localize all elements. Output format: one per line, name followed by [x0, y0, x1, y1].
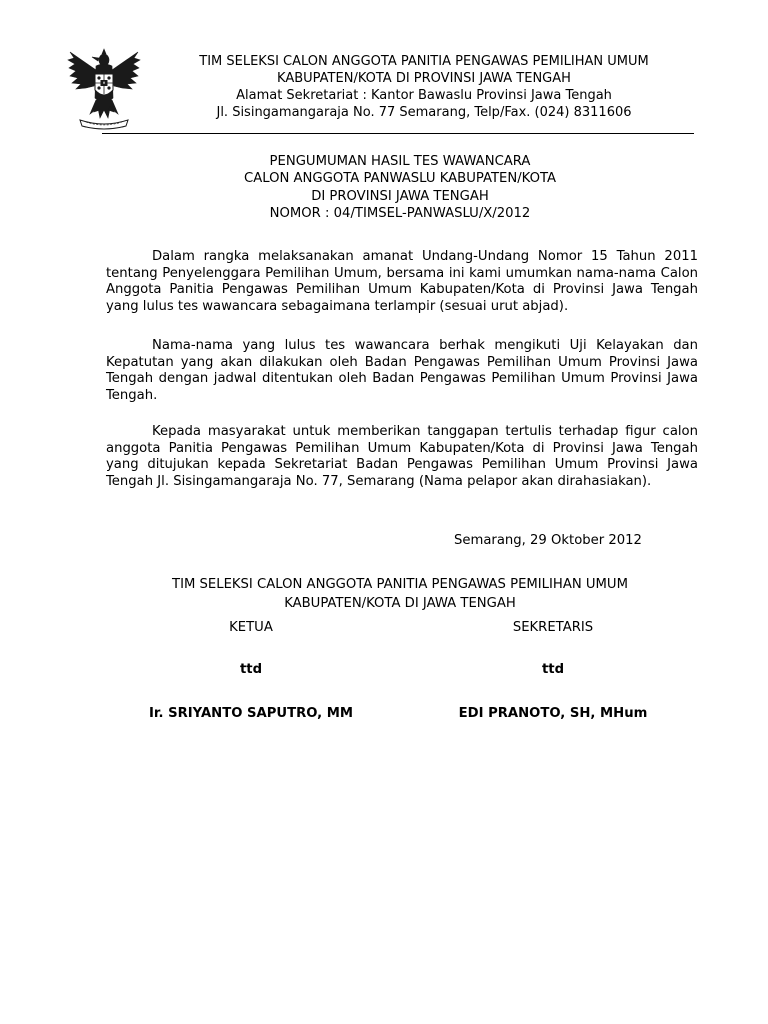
letterhead-org-line2: KABUPATEN/KOTA DI PROVINSI JAWA TENGAH	[277, 71, 571, 86]
secretary-signature-mark: ttd	[541, 662, 565, 677]
paragraph-3-text: Kepada masyarakat untuk memberikan tanggapan tertulis terhadap figur calon anggota Panitia Pengawas Pemilihan Umum Kabupaten/Kota di Provinsi Jawa Tengah yang ditujukan kepada Sekretariat Badan Pengawas Pemilihan Umum Provinsi Jawa Tengah Jl. Sisingamangaraja No. 77, Semarang (Nama pelapor akan dirahasiakan).	[106, 424, 698, 489]
chairman-role: KETUA	[229, 620, 273, 635]
garuda-emblem-icon	[66, 48, 142, 130]
letterhead-org-line1: TIM SELEKSI CALON ANGGOTA PANITIA PENGAWAS PEMILIHAN UMUM	[199, 54, 649, 69]
announcement-title	[102, 153, 698, 222]
secretary-role: SEKRETARIS	[512, 620, 594, 635]
paragraph-1	[106, 249, 698, 315]
signature-committee	[102, 576, 698, 613]
signature-chairman	[140, 619, 362, 729]
chairman-name: Ir. SRIYANTO SAPUTRO, MM	[148, 706, 353, 721]
committee-line2: KABUPATEN/KOTA DI JAWA TENGAH	[284, 595, 516, 611]
letterhead-divider	[102, 133, 694, 134]
title-line3: DI PROVINSI JAWA TENGAH	[311, 188, 489, 204]
paragraph-1-text: Dalam rangka melaksanakan amanat Undang-Undang Nomor 15 Tahun 2011 tentang Penyelenggara Pemilihan Umum, bersama ini kami umumkan nama-nama Calon Anggota Panitia Pengawas Pemilihan Umum Kabupaten/Kota di Provinsi Jawa Tengah yang lulus tes wawancara sebagaimana terlampir (sesuai urut abjad).	[106, 249, 698, 314]
title-line2: CALON ANGGOTA PANWASLU KABUPATEN/KOTA	[243, 171, 557, 187]
paragraph-2-text: Nama-nama yang lulus tes wawancara berhak mengikuti Uji Kelayakan dan Kepatutan yang akan dilakukan oleh Badan Pengawas Pemilihan Umum Provinsi Jawa Tengah dengan jadwal ditentukan oleh Badan Pengawas Pemilihan Umum Provinsi Jawa Tengah.	[106, 338, 698, 403]
title-line1: PENGUMUMAN HASIL TES WAWANCARA	[269, 154, 531, 169]
secretary-name: EDI PRANOTO, SH, MHum	[458, 706, 648, 721]
signature-secretary	[442, 619, 664, 729]
place-date: Semarang, 29 Oktober 2012	[454, 533, 642, 548]
chairman-signature-mark: ttd	[239, 662, 263, 677]
letterhead-address: Alamat Sekretariat : Kantor Bawaslu Provinsi Jawa Tengah	[236, 88, 612, 103]
document-number: NOMOR : 04/TIMSEL-PANWASLU/X/2012	[269, 205, 531, 221]
letterhead	[140, 53, 708, 121]
paragraph-3	[106, 424, 698, 490]
committee-line1: TIM SELEKSI CALON ANGGOTA PANITIA PENGAWAS PEMILIHAN UMUM	[172, 577, 628, 592]
paragraph-2	[106, 338, 698, 404]
letterhead-contact: Jl. Sisingamangaraja No. 77 Semarang, Telp/Fax. (024) 8311606	[216, 105, 632, 120]
